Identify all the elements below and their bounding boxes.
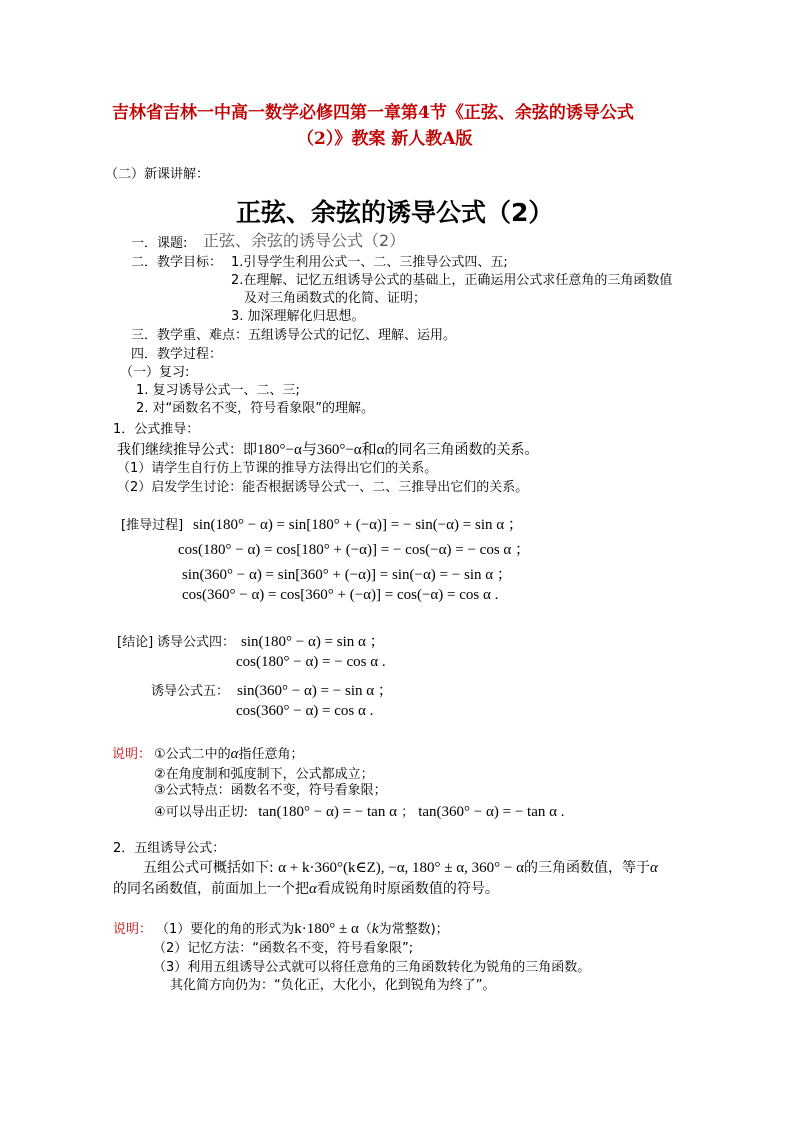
goal-item-3: 3. 加深理解化归思想。 — [231, 309, 365, 324]
notes-1-item-4 — [154, 801, 564, 821]
notes-1-item-1-text: ①公式二中的 — [154, 747, 231, 762]
notes-2-item-2: （2）记忆方法：“函数名不变，符号看象限”; — [153, 941, 414, 956]
five-groups-line-2-alpha: α — [309, 881, 317, 897]
derivation-eq-1: sin(180° − α) = sin[180° + (−α)] = − sin(−α) = sin α ； — [193, 517, 523, 533]
derivation-intro-math: 180°−α与360°−α和α — [257, 442, 385, 458]
derivation-intro — [117, 438, 539, 459]
notes-2-item-1 — [156, 918, 449, 938]
notes-2-item-1-text: （1）要化的角的形式为 — [156, 922, 295, 937]
derivation-tag: [推导过程] — [121, 518, 184, 533]
notes-2-item-1-end: 为常整数)； — [378, 922, 449, 937]
document-title-line2: （2）》教案 新人教A版 — [297, 129, 473, 149]
derivation-eq-3: sin(360° − α) = sin[360° + (−α)] = sin(−α) = − sin α ； — [182, 567, 512, 583]
formula-5-label: 诱导公式五： — [151, 684, 230, 699]
notes-1-item-1 — [154, 743, 304, 763]
five-groups-line-1-end: 的三角函数值，等于 — [523, 860, 650, 876]
five-groups-heading: 2．五组诱导公式： — [113, 841, 226, 856]
formula-4-sin: sin(180° − α) = sin α ； — [241, 634, 385, 650]
notes-2-angle-form-math: k·180° ± α — [294, 921, 359, 937]
notes-1-item-2: ②在角度制和弧度制下，公式都成立； — [154, 767, 374, 782]
notes-1-tan-eq-1: tan(180° − α) = − tan α — [258, 804, 397, 820]
document-title-line1: 吉林省吉林一中高一数学必修四第一章第4节《正弦、余弦的诱导公式 — [112, 103, 634, 123]
notes-2-label: 说明： — [113, 922, 153, 937]
notes-1-item-3: ③公式特点：函数名不变，符号看象限； — [154, 783, 387, 798]
derivation-step-1: （1）请学生自行仿上节课的推导方法得出它们的关系。 — [117, 461, 438, 476]
five-groups-line-2-text: 的同名函数值，前面加上一个把 — [113, 881, 309, 897]
process-label: 四．教学过程： — [131, 347, 223, 362]
review-item-2: 2. 对“函数名不变，符号看象限”的理解。 — [136, 401, 375, 416]
goal-item-1: 1.引导学生利用公式一、二、三推导公式四、五; — [231, 255, 508, 270]
notes-1-item-1-alpha: α — [230, 746, 239, 762]
review-item-1: 1. 复习诱导公式一、二、三; — [136, 383, 300, 398]
formula-4-cos: cos(180° − α) = − cos α . — [236, 654, 386, 670]
notes-1-label: 说明： — [112, 747, 152, 762]
notes-2-k: k — [371, 921, 379, 937]
formula-5-sin: sin(360° − α) = − sin α ； — [237, 683, 393, 699]
five-groups-line-2-end: 看成锐角时原函数值的符号。 — [316, 881, 499, 897]
lesson-title: 正弦、余弦的诱导公式（2） — [236, 198, 554, 227]
notes-1-item-4-label: ④可以导出正切: — [154, 805, 249, 820]
section-label: （二）新课讲解： — [105, 167, 210, 182]
formula-4-label: 诱导公式四： — [157, 635, 236, 650]
derivation-intro-text: 我们继续推导公式：即 — [117, 442, 257, 458]
notes-2-item-4: 其化简方向仍为：“负化正，大化小，化到锐角为终了”。 — [170, 978, 496, 993]
derivation-eq-4: cos(360° − α) = cos[360° + (−α)] = cos(−α) = cos α . — [182, 587, 499, 603]
derivation-intro-text-end: 的同名三角函数的关系。 — [384, 442, 539, 458]
derivation-step-2: （2）启发学生讨论：能否根据诱导公式一、二、三推导出它们的关系。 — [117, 480, 529, 495]
five-groups-angles-math: α + k·360°(k∈Z), −α, 180° ± α, 360° − α — [278, 860, 524, 876]
notes-1-item-1-end: 指任意角； — [238, 747, 304, 762]
conclusion-tag: [结论] — [117, 635, 154, 650]
key-points: 三．教学重、难点：五组诱导公式的记忆、理解、运用。 — [131, 328, 457, 343]
goals-label: 二．教学目标： — [131, 255, 223, 270]
notes-1-tan-eq-2: tan(360° − α) = − tan α . — [418, 804, 565, 820]
five-groups-line-1 — [143, 857, 658, 877]
review-label: （一）复习: — [120, 365, 190, 380]
five-groups-alpha: α — [649, 860, 658, 876]
notes-2-item-1-paren: （ — [358, 922, 372, 937]
five-groups-line-1-text: 五组公式可概括如下: — [143, 860, 274, 876]
notes-2-item-3: （3）利用五组诱导公式就可以将任意角的三角函数转化为锐角的三角函数。 — [153, 960, 591, 975]
topic-value: 正弦、余弦的诱导公式（2） — [203, 231, 406, 250]
five-groups-line-2 — [113, 878, 499, 898]
notes-1-separator: ； — [401, 805, 415, 820]
formula-5-cos: cos(360° − α) = cos α . — [236, 703, 374, 719]
goal-item-2-cont: 及对三角函数式的化简、证明； — [244, 291, 427, 306]
derivation-heading: 1．公式推导： — [113, 422, 200, 437]
topic-label: 一．课题: — [131, 236, 188, 251]
derivation-eq-2: cos(180° − α) = cos[180° + (−α)] = − cos(−α) = − cos α ； — [178, 542, 531, 558]
goal-item-2: 2.在理解、记忆五组诱导公式的基础上，正确运用公式求任意角的三角函数值 — [231, 273, 673, 288]
